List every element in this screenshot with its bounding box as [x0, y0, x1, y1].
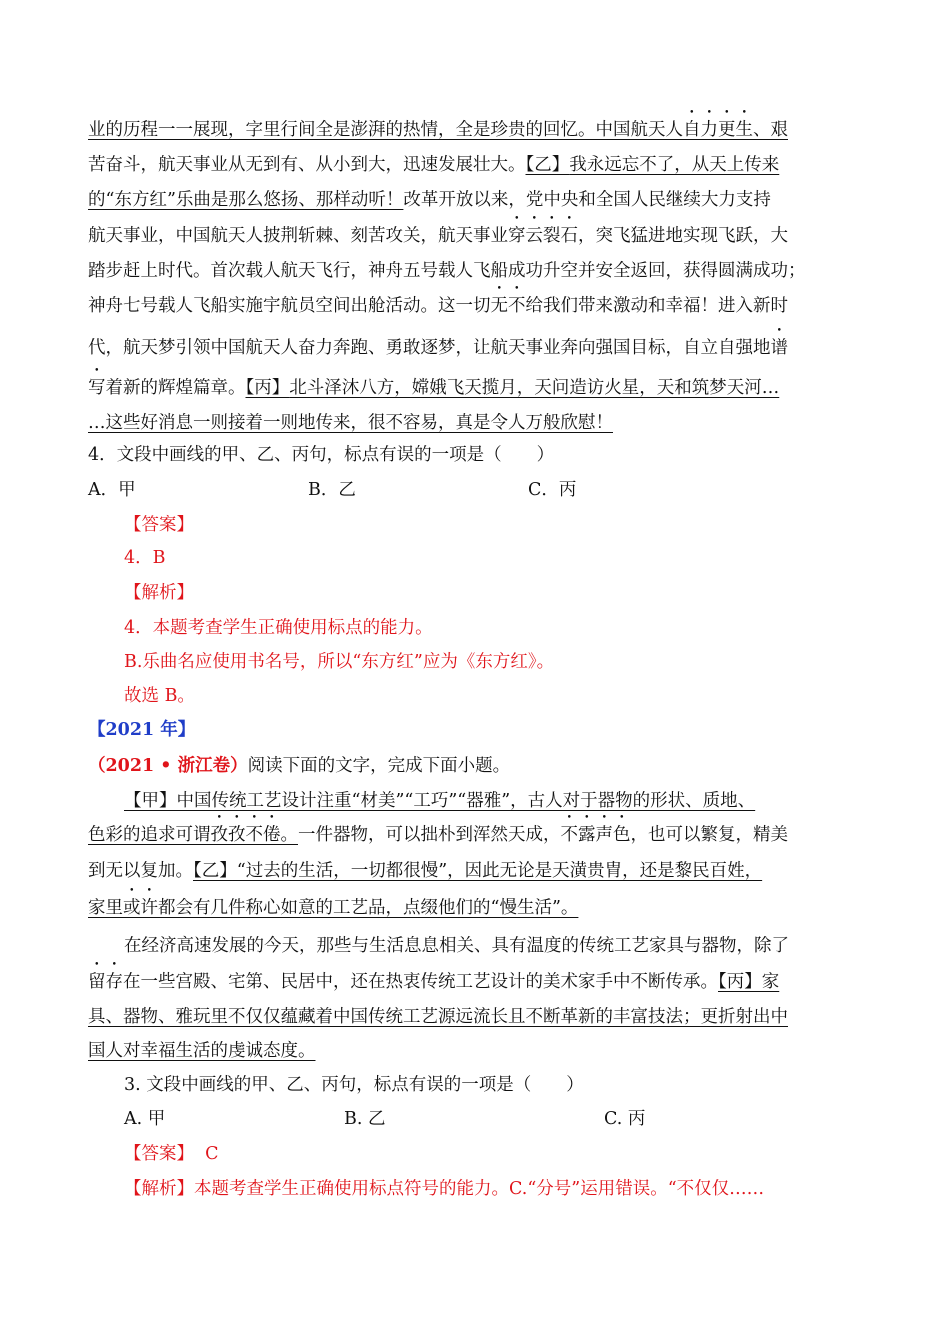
q3-analysis-line: 【解析】本题考查学生正确使用标点符号的能力。C.“分号”运用错误。“不仅仅……: [124, 1179, 765, 1199]
passage2-line-5: 在经济高速发展的今天，那些与生活息息相关、具有温度的传统工艺家具与器物，除了: [124, 936, 789, 956]
q4-analysis-2: B.乐曲名应使用书名号，所以“东方红”应为《东方红》。: [124, 652, 555, 672]
q4-answer-label: 【答案】: [124, 515, 194, 535]
source-line: （2021 • 浙江卷）阅读下面的文字，完成下面小题。: [88, 756, 511, 776]
q4-option-c: C．丙: [528, 480, 577, 500]
passage1-line-1: 业的历程一一展现，字里行间全是澎湃的热情，全是珍贵的回忆。中国航天人自力更生、艰: [88, 120, 788, 140]
q4-option-a: A．甲: [88, 480, 136, 500]
passage1-line-7: 代，航天梦引领中国航天人奋力奔跑、勇敢逐梦，让航天事业奔向强国目标，自立自强地谱: [88, 338, 788, 358]
emphasis-dotted-text: 留存: [88, 972, 123, 992]
q4-option-b: B．乙: [308, 480, 356, 500]
q4-analysis-1: 4．本题考查学生正确使用标点的能力。: [124, 618, 433, 638]
passage2-line-4: 家里或许都会有几件称心如意的工艺品，点缀他们的“慢生活”。: [88, 898, 579, 918]
q3-option-a: A. 甲: [124, 1109, 166, 1129]
passage2-line-6: 留存在一些宫殿、宅第、民居中，还在热衷传统工艺设计的美术家手中不断传承。【丙】家: [88, 972, 780, 992]
q4-analysis-label: 【解析】: [124, 583, 194, 603]
emphasis-dotted-text: 自力更生: [683, 120, 753, 140]
emphasis-dotted-text: 不露声色: [560, 825, 631, 845]
passage1-line-5: 踏步赶上时代。首次载人航天飞行，神舟五号载人飞船成功升空并安全返回，获得圆满成功；: [88, 261, 806, 281]
passage2-line-8: 国人对幸福生活的虔诚态度。: [88, 1041, 316, 1061]
passage2-line-2: 色彩的追求可谓孜孜不倦。一件器物，可以拙朴到浑然天成，不露声色，也可以繁复，精美: [88, 825, 788, 845]
passage1-line-3: 的“东方红”乐曲是那么悠扬、那样动听！改革开放以来，党中央和全国人民继续大力支持: [88, 190, 771, 210]
q4-stem: 4．文段中画线的甲、乙、丙句，标点有误的一项是（ ）: [88, 445, 555, 465]
emphasis-dotted-text: 写: [88, 378, 106, 398]
q3-answer-line: 【答案】 C: [124, 1144, 219, 1164]
q3-stem: 3. 文段中画线的甲、乙、丙句，标点有误的一项是（ ）: [124, 1075, 584, 1095]
q4-analysis-3: 故选 B。: [124, 686, 195, 706]
passage2-line-7: 具、器物、雅玩里不仅仅蕴藏着中国传统工艺源远流长且不断革新的丰富技法；更折射出中: [88, 1007, 788, 1027]
passage2-line-1: 【甲】中国传统工艺设计注重“材美”“工巧”“器雅”，古人对于器物的形状、质地、: [124, 791, 756, 811]
year-heading: 【2021 年】: [88, 720, 196, 740]
passage1-line-4: 航天事业，中国航天人披荆斩棘、刻苦攻关，航天事业穿云裂石，突飞猛进地实现飞跃，大: [88, 226, 788, 246]
emphasis-dotted-text: 或许: [123, 898, 158, 918]
passage1-line-6: 神舟七号载人飞船实施宇航员空间出舱活动。这一切无不给我们带来激动和幸福！进入新时: [88, 296, 788, 316]
passage1-line-2: 苦奋斗，航天事业从无到有、从小到大，迅速发展壮大。【乙】我永远忘不了，从天上传来: [88, 155, 780, 175]
passage1-line-9: …这些好消息一则接着一则地传来，很不容易，真是令人万般欣慰！: [88, 413, 613, 433]
passage1-line-8: 写着新的辉煌篇章。【丙】北斗泽沐八方，嫦娥飞天揽月，天问造访火星，天和筑梦天河…: [88, 378, 780, 398]
q3-option-b: B. 乙: [344, 1109, 386, 1129]
q4-answer: 4．B: [124, 548, 166, 568]
q3-option-c: C. 丙: [604, 1109, 646, 1129]
emphasis-dotted-text: 谱: [770, 338, 788, 358]
passage2-line-3: 到无以复加。【乙】“过去的生活，一切都很慢”，因此无论是天潢贵胄，还是黎民百姓，: [88, 861, 763, 881]
emphasis-dotted-text: 无不: [490, 296, 526, 316]
emphasis-dotted-text: 穿云裂石: [508, 226, 578, 246]
emphasis-dotted-text: 孜孜不倦: [210, 825, 281, 845]
